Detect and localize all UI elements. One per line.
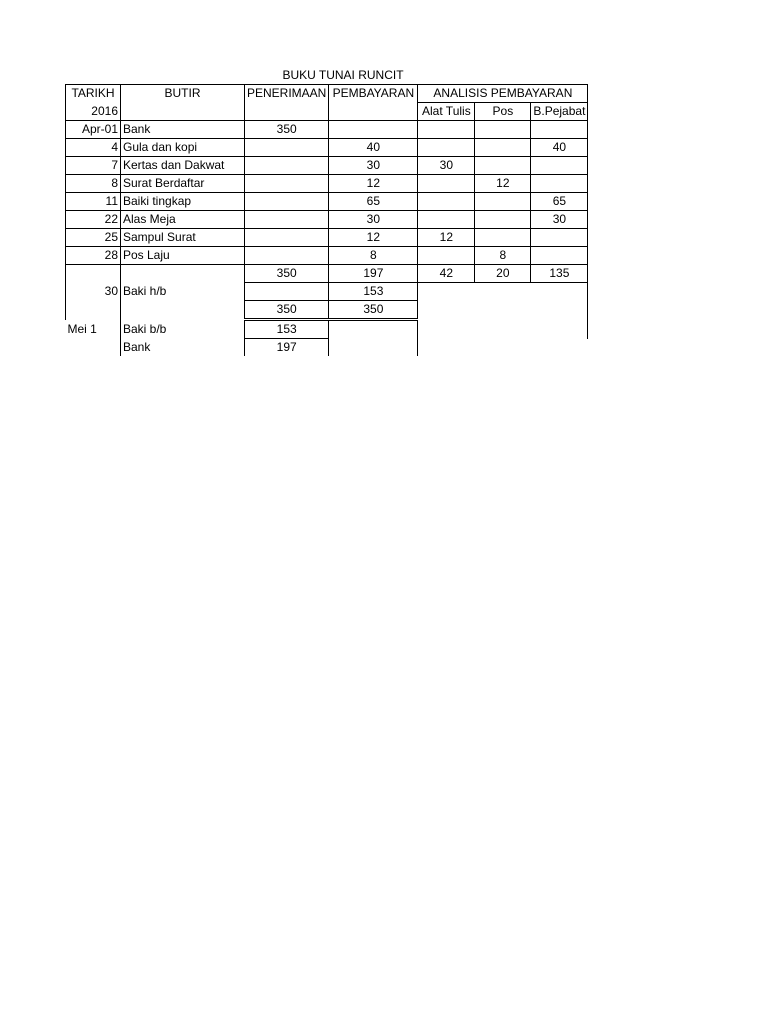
row-item: Baki h/b: [121, 283, 245, 301]
grand-penerimaan: 350: [245, 301, 329, 320]
row-item: Pos Laju: [121, 247, 245, 265]
total-penerimaan: 350: [245, 265, 329, 283]
row-item: Sampul Surat: [121, 229, 245, 247]
row-alat-tulis: [418, 247, 475, 265]
header-alat-tulis: Alat Tulis: [418, 103, 475, 121]
totals-row: [66, 265, 588, 283]
table-row: [66, 121, 588, 139]
row-penerimaan: 153: [245, 320, 329, 339]
header-tarikh: TARIKH: [66, 85, 121, 103]
row-alat-tulis: [418, 211, 475, 229]
total-b-pejabat: 135: [531, 265, 588, 283]
row-penerimaan: [245, 247, 329, 265]
row-item: Alas Meja: [121, 211, 245, 229]
row-date: 11: [66, 193, 121, 211]
petty-cash-table: [65, 84, 588, 356]
table-row: [66, 229, 588, 247]
row-date: 22: [66, 211, 121, 229]
row-date: 28: [66, 247, 121, 265]
row-alat-tulis: [418, 193, 475, 211]
table-row: [66, 139, 588, 157]
row-b-pejabat: 65: [531, 193, 588, 211]
row-pos: [475, 211, 531, 229]
table-row: [66, 320, 588, 339]
row-alat-tulis: [418, 121, 475, 139]
header-butir: BUTIR: [121, 85, 245, 103]
table-row: [66, 211, 588, 229]
header-pos: Pos: [475, 103, 531, 121]
row-pos: [475, 193, 531, 211]
row-b-pejabat: 30: [531, 211, 588, 229]
row-pembayaran: 153: [329, 283, 418, 301]
row-alat-tulis: [418, 139, 475, 157]
header-row: [66, 103, 588, 121]
row-pos: [475, 229, 531, 247]
header-b-pejabat: B.Pejabat: [531, 103, 588, 121]
table-row: [66, 339, 588, 357]
row-date: Mei 1: [66, 320, 121, 339]
row-b-pejabat: 40: [531, 139, 588, 157]
row-penerimaan: [245, 139, 329, 157]
page-title: BUKU TUNAI RUNCIT: [282, 68, 404, 82]
row-date: Apr-01: [66, 121, 121, 139]
row-pos: [475, 157, 531, 175]
row-b-pejabat: [531, 175, 588, 193]
table-row: [66, 157, 588, 175]
total-alat-tulis: 42: [418, 265, 475, 283]
balance-carried-row: [66, 283, 588, 301]
table-row: [66, 247, 588, 265]
row-pembayaran: 12: [329, 175, 418, 193]
row-pembayaran: 30: [329, 157, 418, 175]
row-b-pejabat: [531, 247, 588, 265]
row-penerimaan: [245, 211, 329, 229]
row-item: Baiki tingkap: [121, 193, 245, 211]
row-date: 30: [66, 283, 121, 301]
header-pembayaran: PEMBAYARAN: [329, 85, 418, 103]
row-pembayaran: 65: [329, 193, 418, 211]
row-pembayaran: [329, 121, 418, 139]
total-pos: 20: [475, 265, 531, 283]
row-alat-tulis: [418, 175, 475, 193]
row-pos: 8: [475, 247, 531, 265]
grand-total-row: [66, 301, 588, 320]
row-penerimaan: [245, 175, 329, 193]
row-item: Baki b/b: [121, 320, 245, 339]
header-penerimaan: PENERIMAAN: [245, 85, 329, 103]
row-penerimaan: 197: [245, 339, 329, 357]
header-analisis: ANALISIS PEMBAYARAN: [418, 85, 588, 103]
row-pembayaran: 40: [329, 139, 418, 157]
row-pos: [475, 121, 531, 139]
row-penerimaan: [245, 193, 329, 211]
row-b-pejabat: [531, 121, 588, 139]
row-pembayaran: 30: [329, 211, 418, 229]
row-item: Bank: [121, 339, 245, 357]
row-date: 7: [66, 157, 121, 175]
row-penerimaan: [245, 157, 329, 175]
row-date: 25: [66, 229, 121, 247]
row-penerimaan: [245, 229, 329, 247]
row-pos: 12: [475, 175, 531, 193]
row-alat-tulis: 30: [418, 157, 475, 175]
grand-pembayaran: 350: [329, 301, 418, 320]
row-item: Surat Berdaftar: [121, 175, 245, 193]
row-penerimaan: 350: [245, 121, 329, 139]
total-pembayaran: 197: [329, 265, 418, 283]
row-alat-tulis: 12: [418, 229, 475, 247]
row-date: 8: [66, 175, 121, 193]
table-row: [66, 175, 588, 193]
row-item: Bank: [121, 121, 245, 139]
row-date: 4: [66, 139, 121, 157]
row-b-pejabat: [531, 157, 588, 175]
row-pembayaran: 8: [329, 247, 418, 265]
row-pos: [475, 139, 531, 157]
row-item: Gula dan kopi: [121, 139, 245, 157]
header-row: [66, 85, 588, 103]
row-b-pejabat: [531, 229, 588, 247]
row-pembayaran: 12: [329, 229, 418, 247]
table-row: [66, 193, 588, 211]
row-item: Kertas dan Dakwat: [121, 157, 245, 175]
header-year: 2016: [66, 103, 121, 121]
